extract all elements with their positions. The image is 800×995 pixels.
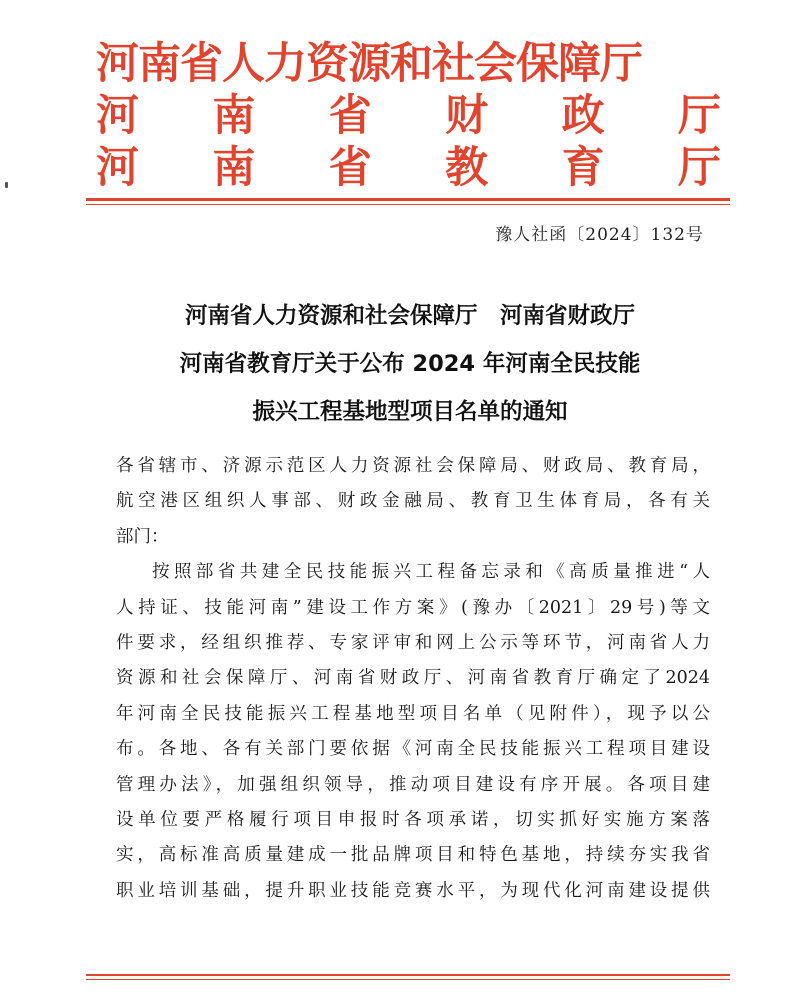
header-line-education — [96, 142, 721, 194]
header-char: 省 — [328, 91, 372, 141]
footer-divider-thick — [86, 974, 730, 976]
header-hrss-text: 河南省人力资源和社会保障厅 — [96, 39, 642, 89]
header-char: 政 — [561, 91, 605, 141]
body-line: 年河南全民技能振兴工程基地型项目名单（见附件），现予以公 — [116, 703, 710, 724]
title-line-3: 振兴工程基地型项目名单的通知 — [252, 399, 568, 425]
document-number: 豫人社函〔2024〕132号 — [495, 225, 704, 245]
header-char: 河 — [96, 143, 139, 193]
body-line: 各省辖市、济源示范区人力资源社会保障局、财政局、教育局， — [116, 456, 710, 476]
title-line-2: 河南省教育厅关于公布 2024 年河南全民技能 — [179, 351, 641, 377]
header-char: 厅 — [677, 143, 721, 193]
body-line: 职业培训基础，提升职业技能竞赛水平，为现代化河南建设提供 — [116, 880, 710, 901]
body-line: 航空港区组织人事部、财政金融局、教育卫生体育局，各有关 — [116, 491, 710, 512]
body-line: 实，高标准高质量建成一批品牌项目和特色基地，持续夯实我省 — [116, 845, 710, 866]
document-body — [116, 449, 710, 909]
scan-artifact — [5, 182, 8, 188]
body-line: 设单位要严格履行项目申报时各项承诺，切实抓好实施方案落 — [116, 810, 710, 831]
header-char: 育 — [561, 143, 605, 193]
header-divider-thin — [86, 204, 730, 205]
body-line: 按照部省共建全民技能振兴工程备忘录和《高质量推进“人 — [152, 562, 710, 583]
body-line: 管理办法》，加强组织领导，推动项目建设有序开展。各项目建 — [116, 774, 710, 795]
body-line: 件要求，经组织推荐、专家评审和网上公示等环节，河南省人力 — [116, 633, 710, 654]
issuing-authorities-header — [96, 38, 721, 194]
header-char: 厅 — [677, 91, 721, 141]
body-line: 部门： — [116, 526, 169, 547]
header-char: 南 — [212, 91, 256, 141]
header-char: 南 — [212, 143, 256, 193]
header-char: 省 — [328, 143, 372, 193]
body-line: 资源和社会保障厅、河南省财政厅、河南省教育厅确定了2024 — [116, 668, 710, 689]
header-line-finance — [96, 90, 721, 142]
header-divider-thick — [86, 198, 730, 201]
body-line: 人持证、技能河南”建设工作方案》(豫办〔2021〕29号)等文 — [116, 597, 710, 618]
header-line-hrss — [96, 38, 721, 90]
body-line: 布。各地、各有关部门要依据《河南全民技能振兴工程项目建设 — [116, 739, 710, 760]
header-char: 教 — [445, 143, 489, 193]
title-line-1: 河南省人力资源和社会保障厅 河南省财政厅 — [184, 303, 635, 329]
header-char: 河 — [96, 91, 139, 141]
footer-divider-thin — [86, 979, 730, 980]
header-char: 财 — [445, 91, 489, 141]
document-title — [100, 292, 720, 436]
